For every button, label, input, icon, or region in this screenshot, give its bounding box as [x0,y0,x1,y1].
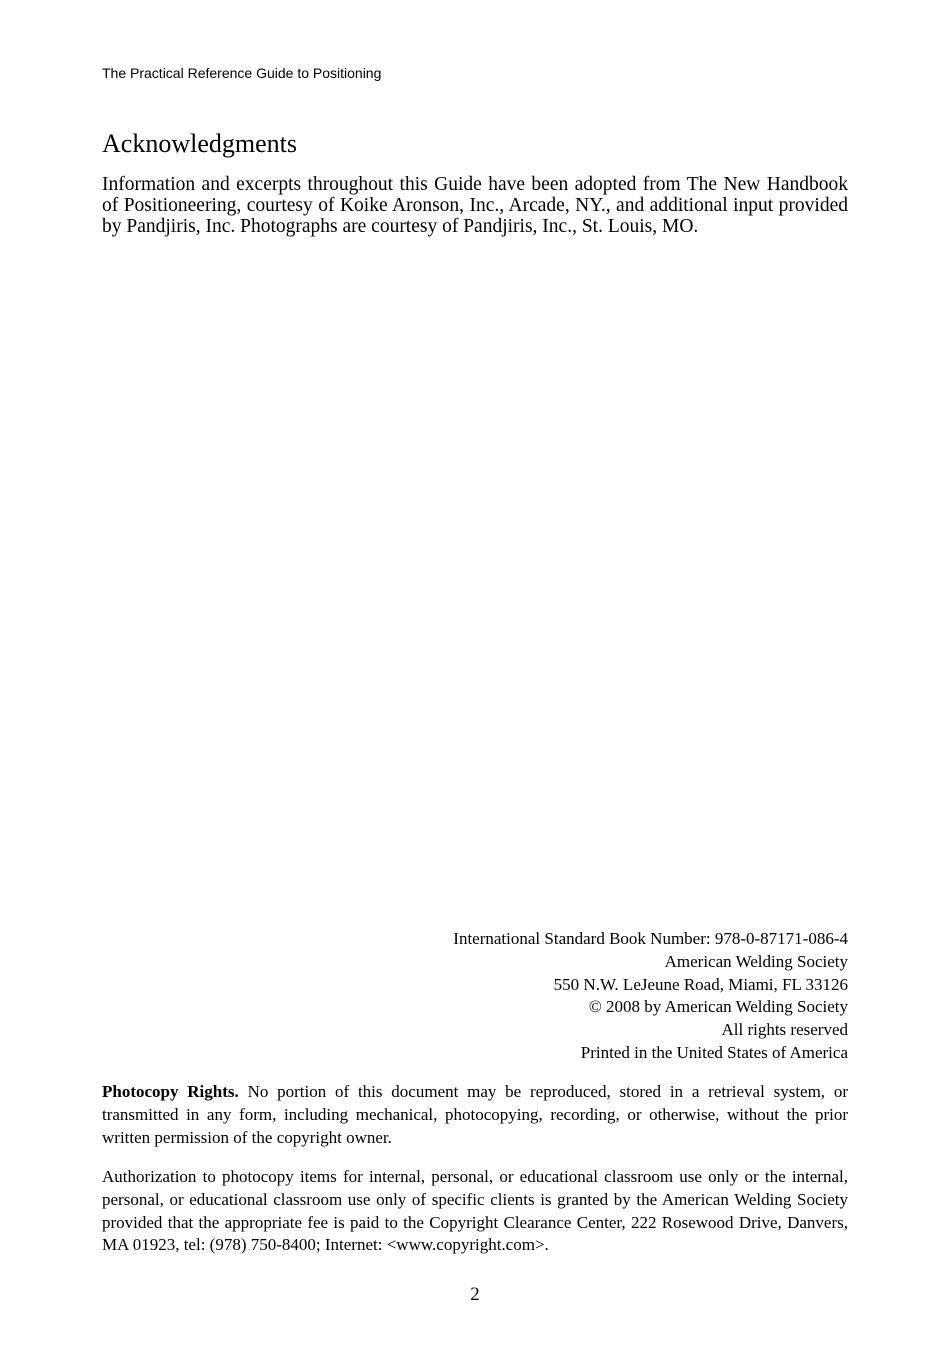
printed-line: Printed in the United States of America [580,1042,848,1062]
photocopy-rights-text: No portion of this document may be reproduced, stored in a retrieval system, or transmitted in any form, including mechanical, photocopying, recording, or otherwise, without the prior written permission of the copyright owner. [102,1082,849,1147]
running-header: The Practical Reference Guide to Positioning [102,65,382,81]
address-line: 550 N.W. LeJeune Road, Miami, FL 33126 [553,974,848,994]
publisher-line: American Welding Society [664,951,848,971]
copyright-line: © 2008 by American Welding Society [588,997,848,1017]
photocopy-rights-label: Photocopy Rights. [102,1082,239,1101]
authorization-paragraph: Authorization to photocopy items for internal, personal, or educational classroom use only or the internal, personal, or educational classroom use only of specific clients is granted by the American Welding Society provided that the appropriate fee is paid to the Copyright Clearance Center, 222 Rosewood Drive, Danvers, MA 01923, tel: (978) 750-8400; Internet: <www.copyright.com>. [102,1167,848,1255]
page-number: 2 [470,1284,480,1305]
rights-line: All rights reserved [721,1020,848,1040]
photocopy-rights-paragraph [102,1081,848,1149]
publication-info [248,928,848,1065]
isbn-line: International Standard Book Number: 978-0-87171-086-4 [453,929,848,948]
acknowledgments-heading: Acknowledgments [102,129,297,158]
acknowledgments-body: Information and excerpts throughout this Guide have been adopted from The New Handbook of Positioneering, courtesy of Koike Aronson, Inc., Arcade, NY., and additional input provided by Pandjiris, Inc. Photographs are courtesy of Pandjiris, Inc., St. Louis, MO. [102,174,848,237]
